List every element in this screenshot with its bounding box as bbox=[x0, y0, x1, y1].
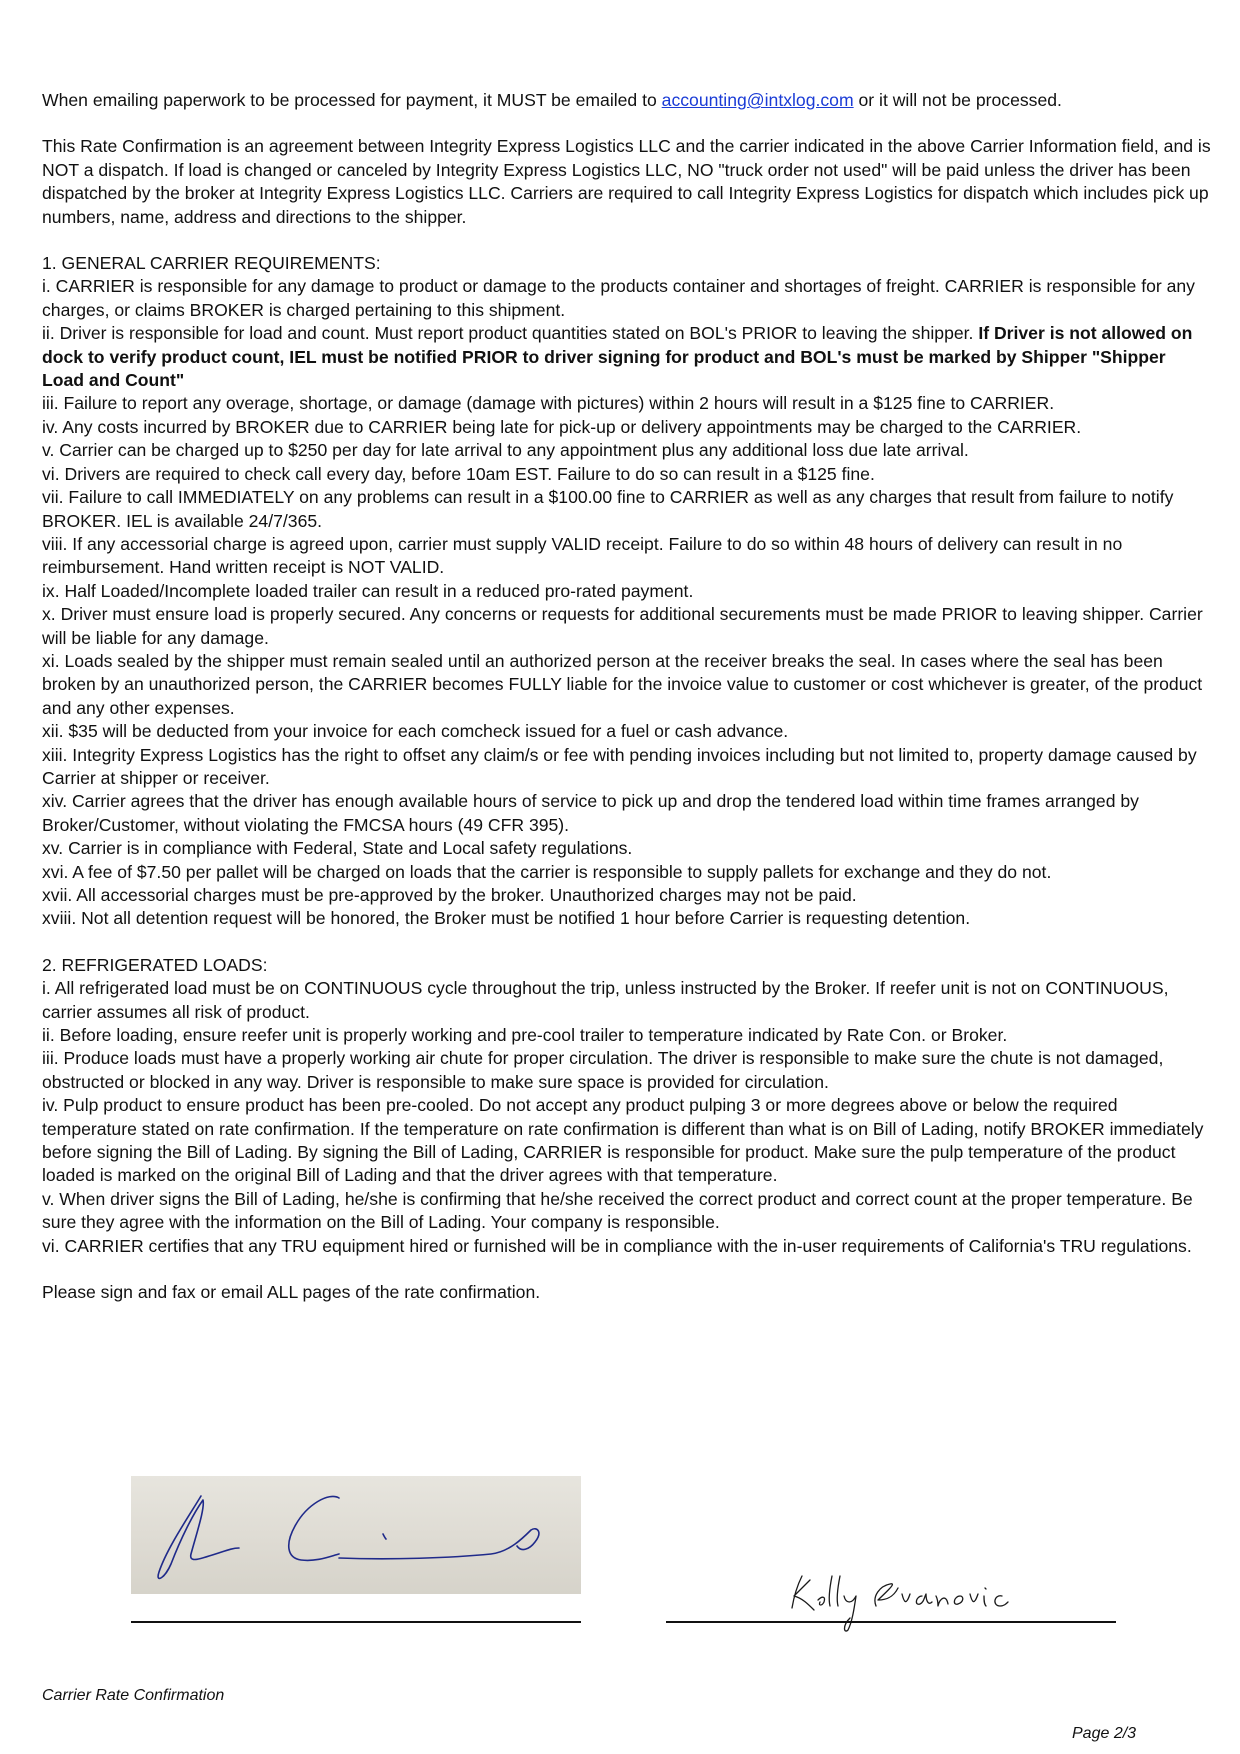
section1-item-18: xviii. Not all detention request will be honored, the Broker must be notified 1 hour before Carrier is requesting detention. bbox=[42, 908, 971, 929]
email-instruction-prefix: When emailing paperwork to be processed for payment, it MUST be emailed to bbox=[42, 90, 662, 110]
section1-item-16: xvi. A fee of $7.50 per pallet will be charged on loads that the carrier is responsible to supply pallets for exchange and they do not. bbox=[42, 861, 1052, 882]
section1-item-2-bold: If Driver is not allowed on dock to verify product count, IEL must be notified PRIOR to driver signing for product and BOL's must be marked by Shipper "Shipper Load and Count" bbox=[42, 323, 1193, 391]
section1-item-15: xv. Carrier is in compliance with Federal, State and Local safety regulations. bbox=[42, 838, 633, 859]
carrier-signature-scribble bbox=[131, 1476, 581, 1594]
footer-title: Carrier Rate Confirmation bbox=[42, 1687, 225, 1704]
section1-item-14: xiv. Carrier agrees that the driver has enough available hours of service to pick up and drop the tendered load within time frames arranged by Broker/Customer, without violating the FMCSA hours (49 CFR 395). bbox=[42, 791, 1139, 835]
section1-item-5: v. Carrier can be charged up to $250 per day for late arrival to any appointment plus any additional loss due late arrival. bbox=[42, 440, 969, 461]
section1-heading: 1. GENERAL CARRIER REQUIREMENTS: bbox=[42, 253, 381, 274]
section1-item-10: x. Driver must ensure load is properly secured. Any concerns or requests for additional securements must be made PRIOR to leaving shipper. Carrier will be liable for any damage. bbox=[42, 604, 1203, 648]
section1-item-6: vi. Drivers are required to check call every day, before 10am EST. Failure to do so can result in a $125 fine. bbox=[42, 463, 875, 484]
document-body bbox=[42, 89, 1212, 1305]
agreement-paragraph: This Rate Confirmation is an agreement between Integrity Express Logistics LLC and the carrier indicated in the above Carrier Information field, and is NOT a dispatch. If load is changed or canceled by Integrity Express Logistics LLC, NO "truck order not used" will be paid unless the driver has been dispatched by the broker at Integrity Express Logistics LLC. Carriers are required to call Integrity Express Logistics for dispatch which includes pick up numbers, name, address and directions to the shipper. bbox=[42, 136, 1211, 227]
carrier-signature-image bbox=[131, 1476, 581, 1594]
page-number: Page 2/3 bbox=[1072, 1725, 1137, 1742]
section1-item-11: xi. Loads sealed by the shipper must remain sealed until an authorized person at the receiver breaks the seal. In cases where the seal has been broken by an unauthorized person, the CARRIER becomes FULLY liable for the invoice value to customer or cost whichever is greater, of the product and any other expenses. bbox=[42, 650, 1203, 718]
section1-item-12: xii. $35 will be deducted from your invoice for each comcheck issued for a fuel or cash advance. bbox=[42, 721, 789, 742]
broker-signature-line bbox=[666, 1621, 1116, 1623]
section2-item-3: iii. Produce loads must have a properly working air chute for proper circulation. The driver is responsible to make sure the chute is not damaged, obstructed or blocked in any way. Driver is responsible to make sure space is provided for circulation. bbox=[42, 1048, 1164, 1092]
section1-item-17: xvii. All accessorial charges must be pre-approved by the broker. Unauthorized charges may not be paid. bbox=[42, 885, 857, 905]
section1-item-4: iv. Any costs incurred by BROKER due to CARRIER being late for pick-up or delivery appointments may be charged to the CARRIER. bbox=[42, 416, 1082, 437]
section2-item-5: v. When driver signs the Bill of Lading, he/she is confirming that he/she received the correct product and correct count at the proper temperature. Be sure they agree with the information on the Bill of Lading. Your company is responsible. bbox=[42, 1188, 1193, 1233]
section2-item-1: i. All refrigerated load must be on CONTINUOUS cycle throughout the trip, unless instructed by the Broker. If reefer unit is not on CONTINUOUS, carrier assumes all risk of product. bbox=[42, 978, 1169, 1022]
section1-item-9: ix. Half Loaded/Incomplete loaded trailer can result in a reduced pro-rated payment. bbox=[42, 580, 694, 601]
section1-item-2-text: ii. Driver is responsible for load and count. Must report product quantities stated on BOL's PRIOR to leaving the shipper. bbox=[42, 323, 979, 344]
section2-item-4: iv. Pulp product to ensure product has been pre-cooled. Do not accept any product pulping 3 or more degrees above or below the required temperature stated on rate confirmation. If the temperature on rate confirmation is different than what is on Bill of Lading, notify BROKER immediately before signing the Bill of Lading. By signing the Bill of Lading, CARRIER is responsible for product. Make sure the pulp temperature of the product loaded is marked on the original Bill of Lading and that the driver agrees with that temperature. bbox=[42, 1095, 1204, 1186]
section1-item-7: vii. Failure to call IMMEDIATELY on any problems can result in a $100.00 fine to CARRIER as well as any charges that result from failure to notify BROKER. IEL is available 24/7/365. bbox=[42, 487, 1174, 531]
section1-item-8: viii. If any accessorial charge is agreed upon, carrier must supply VALID receipt. Failure to do so within 48 hours of delivery can result in no reimbursement. Hand written receipt is NOT VALID. bbox=[42, 533, 1123, 578]
section1-item-2 bbox=[42, 322, 1212, 392]
carrier-signature-line bbox=[131, 1621, 581, 1623]
email-instruction-suffix: or it will not be processed. bbox=[853, 90, 1062, 110]
section1-item-1: i. CARRIER is responsible for any damage to product or damage to the products container and shortages of freight. CARRIER is responsible for any charges, or claims BROKER is charged pertaining to this shipment. bbox=[42, 276, 1195, 320]
accounting-email-link[interactable]: accounting@intxlog.com bbox=[661, 90, 854, 110]
section2-heading: 2. REFRIGERATED LOADS: bbox=[42, 954, 268, 975]
broker-signature bbox=[780, 1566, 1050, 1636]
section2-item-6: vi. CARRIER certifies that any TRU equipment hired or furnished will be in compliance with the in-user requirements of California's TRU regulations. bbox=[42, 1235, 1192, 1256]
section1-item-13: xiii. Integrity Express Logistics has the right to offset any claim/s or fee with pending invoices including but not limited to, property damage caused by Carrier at shipper or receiver. bbox=[42, 744, 1197, 788]
section2-item-2: ii. Before loading, ensure reefer unit is properly working and pre-cool trailer to temperature indicated by Rate Con. or Broker. bbox=[42, 1025, 1008, 1046]
broker-signature-handwriting bbox=[780, 1566, 1050, 1636]
section1-item-3: iii. Failure to report any overage, shortage, or damage (damage with pictures) within 2 hours will result in a $125 fine to CARRIER. bbox=[42, 393, 1055, 414]
email-instruction bbox=[42, 89, 1212, 112]
closing-instruction: Please sign and fax or email ALL pages of the rate confirmation. bbox=[42, 1282, 541, 1303]
